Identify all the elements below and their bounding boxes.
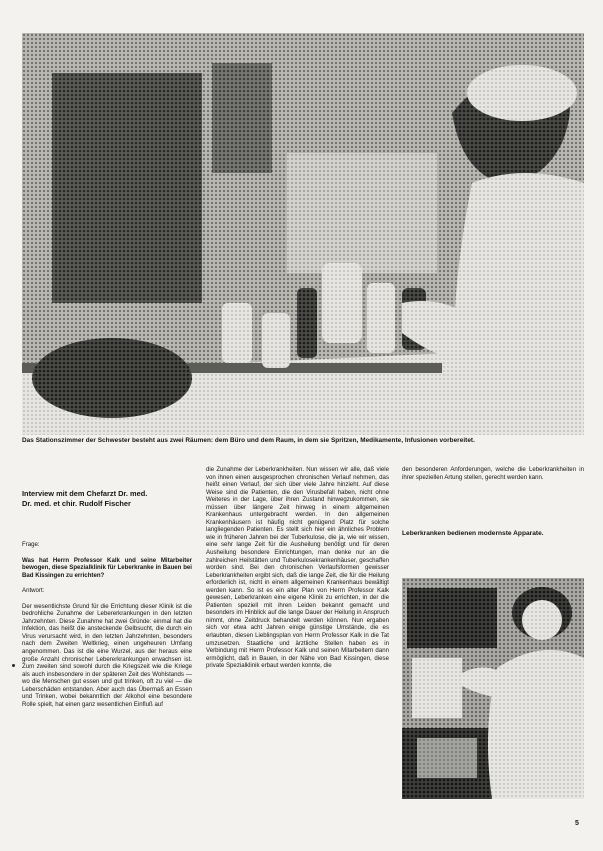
column-2 [206, 466, 389, 670]
interview-title-line-1: Interview mit dem Chefarzt Dr. med. [22, 489, 148, 498]
column-1-text: Der wesentlichste Grund für die Errichtung dieser Klinik ist die bedrohliche Zunahme der Lebererkrankungen in den letzten Jahrzehnten. Diese Zunahme hat zwei Gründe: einmal hat die Infektion, das heißt die ansteckende Gelbsucht, die durch ein Virus verursacht wird, in den letzten Jahrzehnten, besonders nach dem Zweiten Weltkrieg, einen ungeheuren Umfang angenommen. Das ist die eine Wurzel, aus der heraus eine große Anzahl chronischer Lebererkrankungen erwachsen ist. Zum zweiten sind sowohl durch die Kriegszeit wie die Kriege als auch insbesondere in der späteren Zeit des Wohlstands — wo die Menschen gut essen und gut trinken, oft zu viel — die Leberschäden entstanden. Aber auch das Übermaß an Essen und Trinken, wobei bekanntlich der Alkohol eine besondere Rolle spielt, hat einen ganz wesentlichen Einfluß auf [22, 602, 192, 708]
frage-label: Frage: [22, 541, 40, 548]
antwort-label: Antwort: [22, 587, 45, 595]
top-photo [22, 33, 584, 435]
print-speck [12, 664, 15, 667]
top-photo-illustration [22, 33, 584, 435]
column-3-text: den besonderen Anforderungen, welche die Leberkrankheiten in ihrer speziellen Artung stellen, gerecht werden kann. [402, 466, 584, 481]
photo-caption: Das Stationszimmer der Schwester besteht aus zwei Räumen: dem Büro und dem Raum, in dem sie Spritzen, Medikamente, Infusionen vorbereitet. [22, 437, 475, 444]
page-number: 5 [575, 820, 579, 827]
side-photo-illustration [402, 578, 584, 799]
side-photo [402, 578, 584, 799]
column-3 [402, 466, 584, 481]
frage-text: Was hat Herrn Professor Kalk und seine Mitarbeiter bewogen, diese Spezialklinik für Leberkranke in Bauen bei Bad Kissingen zu errichten? [22, 556, 192, 579]
interview-title [22, 489, 192, 508]
column-2-text: die Zunahme der Leberkrankheiten. Nun wissen wir alle, daß viele von ihnen einen ausgesprochen chronischen Verlauf nehmen, das heißt einen Verlauf, der sich über viele Jahre hinzieht. Auf diese Weise sind die Patienten, die den Virusbefall haben, nicht ohne Weiteres in der Lage, über ihren Zustand hinwegzukommen, sie müssen über längere Zeit hinweg in einem allgemeinen Krankenhaus untergebracht werden. In den allgemeinen Krankenhäusern ist häufig nicht genügend Platz für solche langliegenden Patienten. Es stellt sich hier ein ähnliches Problem wie in früheren Jahren bei der Tuberkulose, die ja, wie wir wissen, eine sehr lange Zeit für die Ausheilung benötigt und für deren Ausheilung besondere Einrichtungen, man denke nur an die zahlreichen Heilstätten und Tuberkulosekrankenhäuser, geschaffen worden sind. Bei den chronischen Verlaufsformen gewisser Leberkrankheiten ergibt sich, daß die lange Zeit, die für die Heilung erforderlich ist, nicht in einem allgemeinen Krankenhaus bewältigt werden kann. So ist es ein alter Plan von Herrn Professor Kalk gewesen, Leberkranken eine eigene Klinik zu errichten, in der die Patienten speziell mit ihren Leiden bekannt gemacht und besonders im Hinblick auf die lange Dauer der Heilung in Anspruch nimmt, ohne Zeitdruck behandelt werden können. Nun ergaben sich vor etwa acht Jahren einige günstige Umstände, die es erlaubten, diesen Lieblingsplan von Herrn Professor Kalk in die Tat umzusetzen. Staatliche und ärztliche Stellen haben es in Verbindung mit Herrn Professor Kalk und seinen Mitarbeitern dann ermöglicht, daß in Bauen, in der Nähe von Bad Kissingen, diese private Spezialklinik erbaut werden konnte, die [206, 466, 389, 670]
column-1 [22, 541, 192, 708]
side-photo-title: Leberkranken bedienen modernste Apparate. [402, 530, 544, 537]
interview-title-line-2: Dr. med. et chir. Rudolf Fischer [22, 498, 131, 508]
